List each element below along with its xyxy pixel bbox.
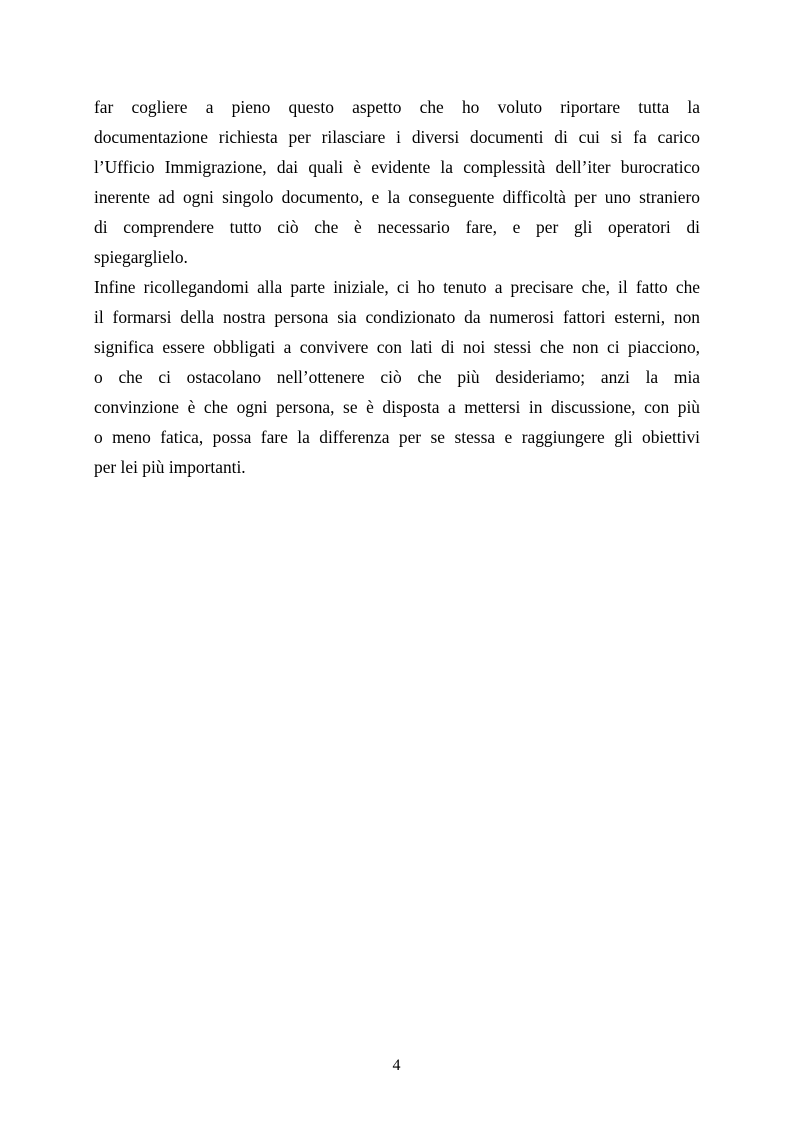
text-line: Infine ricollegandomi alla parte iniziale, ci ho tenuto a precisare che, il fatto che (94, 277, 700, 297)
text-line: convinzione è che ogni persona, se è disposta a mettersi in discussione, con più (94, 397, 700, 417)
text-line: spiegarglielo. (94, 247, 188, 267)
text-line: o meno fatica, possa fare la differenza per se stessa e raggiungere gli obiettivi (94, 427, 700, 447)
text-line: far cogliere a pieno questo aspetto che ho voluto riportare tutta la (94, 97, 700, 117)
text-line: il formarsi della nostra persona sia condizionato da numerosi fattori esterni, non (94, 307, 700, 327)
text-line: per lei più importanti. (94, 457, 246, 477)
text-line: documentazione richiesta per rilasciare i diversi documenti di cui si fa carico (94, 127, 700, 147)
text-line: di comprendere tutto ciò che è necessario fare, e per gli operatori di (94, 217, 700, 237)
body-text (94, 92, 700, 482)
page-number: 4 (392, 1057, 401, 1074)
text-line: o che ci ostacolano nell’ottenere ciò che più desideriamo; anzi la mia (94, 367, 700, 387)
text-line: l’Ufficio Immigrazione, dai quali è evidente la complessità dell’iter burocratico (94, 157, 700, 177)
text-line: inerente ad ogni singolo documento, e la conseguente difficoltà per uno straniero (94, 187, 700, 207)
text-line: significa essere obbligati a convivere con lati di noi stessi che non ci piacciono, (94, 337, 700, 357)
